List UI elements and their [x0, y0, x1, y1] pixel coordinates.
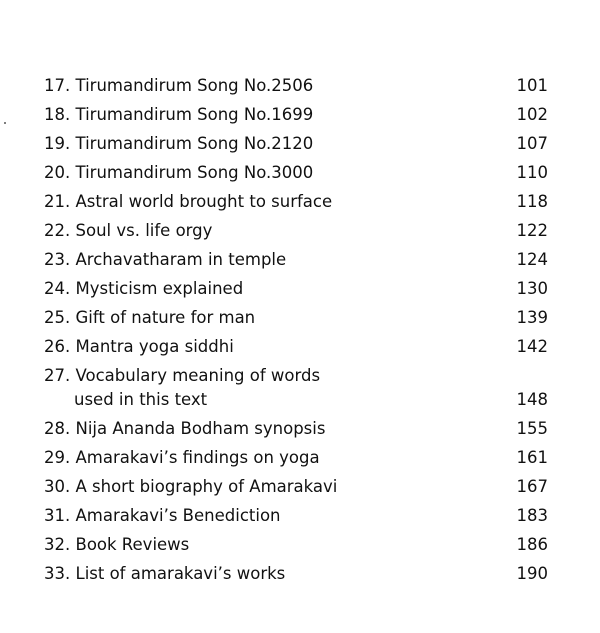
entry-title: Tirumandirum Song No.2120: [75, 134, 314, 153]
entry-number: 32.: [44, 535, 71, 554]
entry-number: 20.: [44, 163, 71, 182]
entry-title: Archavatharam in temple: [75, 250, 287, 269]
entry-title: Vocabulary meaning of words: [75, 366, 321, 385]
toc-entry-30: [44, 475, 556, 504]
entry-page-number: 167: [516, 477, 548, 496]
toc-entry-17: [44, 74, 556, 103]
entry-number: 27.: [44, 366, 71, 385]
entry-page-number: 107: [516, 134, 548, 153]
entry-page-number: 130: [516, 279, 548, 298]
entry-page-number: 124: [516, 250, 548, 269]
toc-entry-28: [44, 417, 556, 446]
entry-page-number: 122: [516, 221, 548, 240]
entry-page-number: 118: [516, 192, 548, 211]
entry-page-number: 102: [516, 105, 548, 124]
entry-number: 31.: [44, 506, 71, 525]
entry-title: Mysticism explained: [75, 279, 244, 298]
entry-number: 33.: [44, 564, 71, 583]
toc-entry-27: [44, 364, 556, 417]
entry-number: 19.: [44, 134, 71, 153]
entry-title: Amarakavi’s Benediction: [75, 506, 281, 525]
entry-page-number: 139: [516, 308, 548, 327]
entry-page-number: 186: [516, 535, 548, 554]
entry-title: A short biography of Amarakavi: [75, 477, 338, 496]
toc-entry-25: [44, 306, 556, 335]
entry-number: 23.: [44, 250, 71, 269]
entry-page-number: 101: [516, 76, 548, 95]
entry-title: Mantra yoga siddhi: [75, 337, 234, 356]
toc-entry-31: [44, 504, 556, 533]
entry-title: Gift of nature for man: [75, 308, 256, 327]
entry-number: 24.: [44, 279, 71, 298]
toc-entry-24: [44, 277, 556, 306]
toc-entry-26: [44, 335, 556, 364]
entry-title: List of amarakavi’s works: [75, 564, 286, 583]
toc-entry-32: [44, 533, 556, 562]
entry-title: Astral world brought to surface: [75, 192, 333, 211]
entry-title: Tirumandirum Song No.2506: [75, 76, 314, 95]
entry-number: 25.: [44, 308, 71, 327]
entry-number: 28.: [44, 419, 71, 438]
entry-page-number: 183: [516, 506, 548, 525]
toc-entry-29: [44, 446, 556, 475]
entry-number: 30.: [44, 477, 71, 496]
entry-title: Book Reviews: [75, 535, 190, 554]
entry-title: Tirumandirum Song No.1699: [75, 105, 314, 124]
entry-number: 21.: [44, 192, 71, 211]
toc-entry-18: [44, 103, 556, 132]
toc-entry-22: [44, 219, 556, 248]
entry-title: Tirumandirum Song No.3000: [75, 163, 314, 182]
table-of-contents: [44, 74, 556, 591]
entry-page-number: 155: [516, 419, 548, 438]
entry-number: 29.: [44, 448, 71, 467]
entry-title: Nija Ananda Bodham synopsis: [75, 419, 326, 438]
entry-page-number: 110: [516, 163, 548, 182]
toc-entry-20: [44, 161, 556, 190]
entry-title-continuation: used in this text: [74, 390, 208, 409]
toc-entry-19: [44, 132, 556, 161]
entry-page-number: 142: [516, 337, 548, 356]
entry-number: 26.: [44, 337, 71, 356]
entry-number: 17.: [44, 76, 71, 95]
entry-title: Soul vs. life orgy: [75, 221, 213, 240]
entry-page-number: 148: [516, 390, 548, 409]
entry-number: 18.: [44, 105, 71, 124]
entry-page-number: 161: [516, 448, 548, 467]
toc-entry-23: [44, 248, 556, 277]
stray-mark: [4, 122, 6, 124]
toc-entry-33: [44, 562, 556, 591]
entry-page-number: 190: [516, 564, 548, 583]
toc-entry-21: [44, 190, 556, 219]
entry-number: 22.: [44, 221, 71, 240]
entry-title: Amarakavi’s findings on yoga: [75, 448, 320, 467]
